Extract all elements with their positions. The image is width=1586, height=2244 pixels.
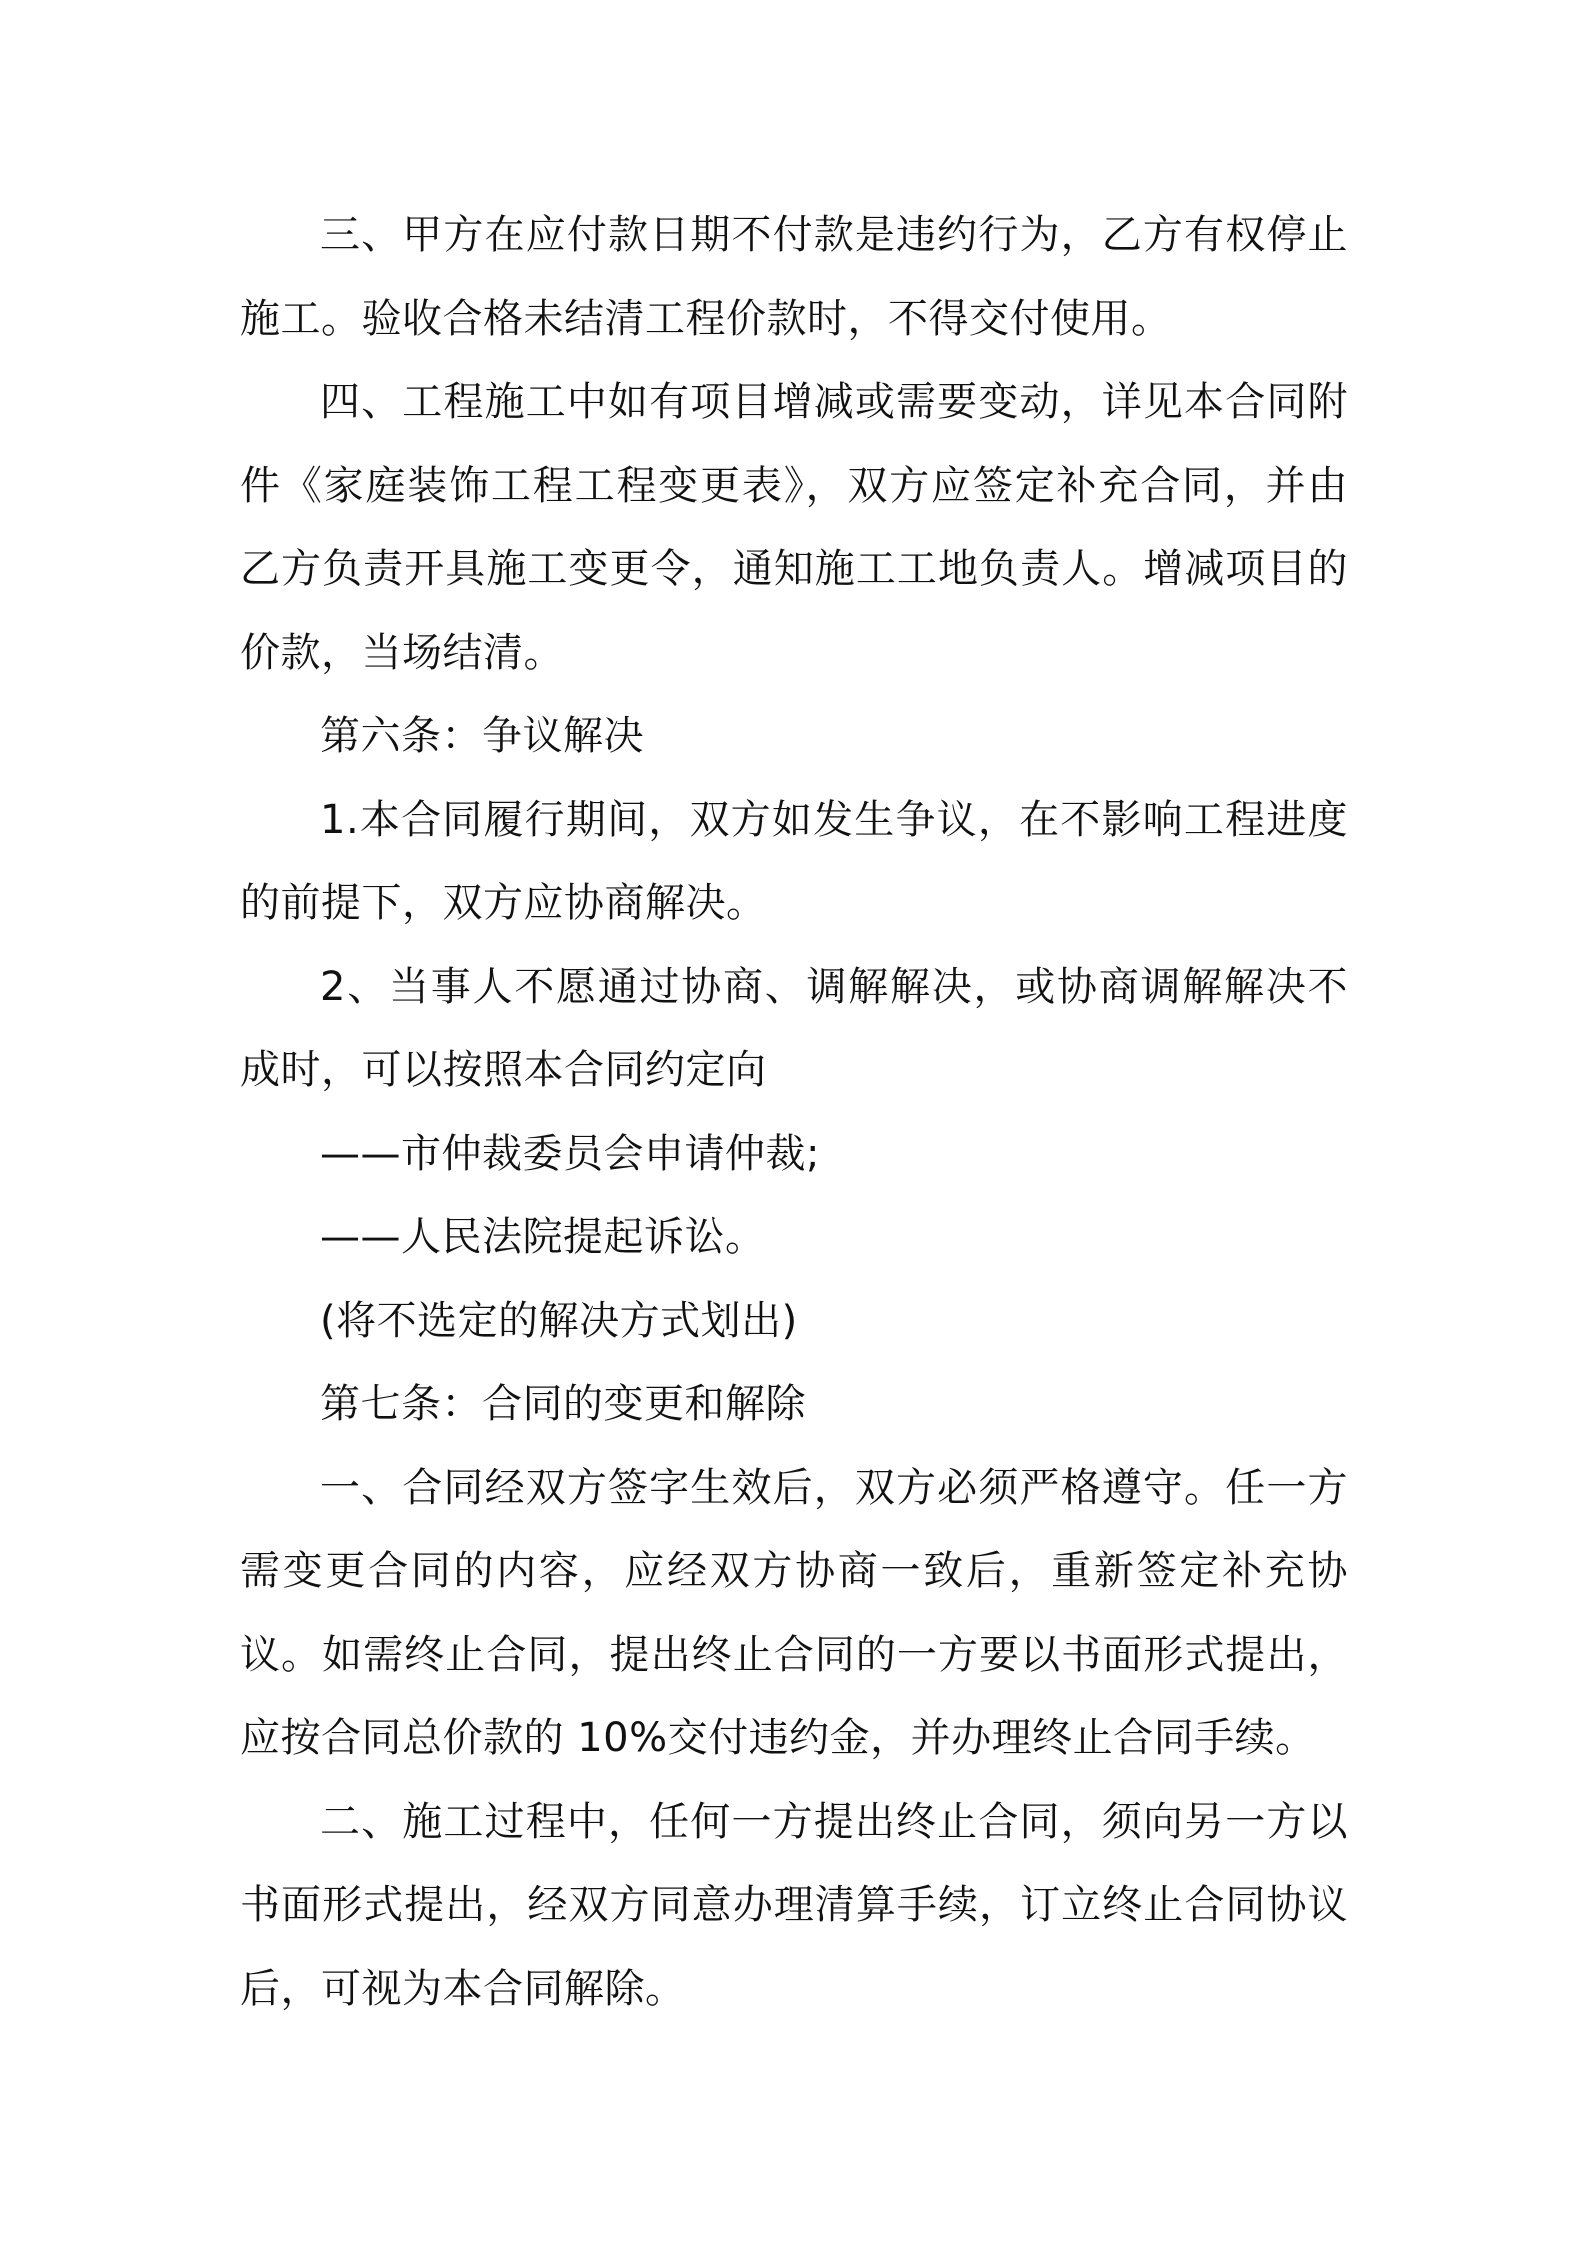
article-7-item-1: 一、合同经双方签字生效后，双方必须严格遵守。任一方需变更合同的内容，应经双方协商一致后，重新签定补充协议。如需终止合同，提出终止合同的一方要以书面形式提出，应按合同总价款的 10%交付违约金，并办理终止合同手续。 <box>240 1464 1348 1761</box>
article-6-item-2: 2、当事人不愿通过协商、调解解决，或协商调解解决不成时，可以按照本合同约定向 <box>240 963 1348 1093</box>
article-7-item-2: 二、施工过程中，任何一方提出终止合同，须向另一方以书面形式提出，经双方同意办理清算手续，订立终止合同协议后，可视为本合同解除。 <box>240 1798 1348 2012</box>
article-7-heading: 第七条：合同的变更和解除 <box>320 1381 806 1427</box>
document-body <box>240 194 1348 2031</box>
option-note: (将不选定的解决方式划出) <box>320 1297 798 1344</box>
clause-3-payment-default: 三、甲方在应付款日期不付款是违约行为，乙方有权停止施工。验收合格未结清工程价款时，不得交付使用。 <box>240 212 1348 342</box>
option-litigation: ——人民法院提起诉讼。 <box>320 1214 766 1260</box>
clause-4-change-orders: 四、工程施工中如有项目增减或需要变动，详见本合同附件《家庭装饰工程工程变更表》，双方应签定补充合同，并由乙方负责开具施工变更令，通知施工工地负责人。增减项目的价款，当场结清。 <box>240 379 1348 676</box>
article-6-heading: 第六条：争议解决 <box>320 713 644 759</box>
article-6-item-1: 1.本合同履行期间，双方如发生争议，在不影响工程进度的前提下，双方应协商解决。 <box>240 796 1348 926</box>
option-arbitration: ——市仲裁委员会申请仲裁; <box>320 1130 820 1177</box>
